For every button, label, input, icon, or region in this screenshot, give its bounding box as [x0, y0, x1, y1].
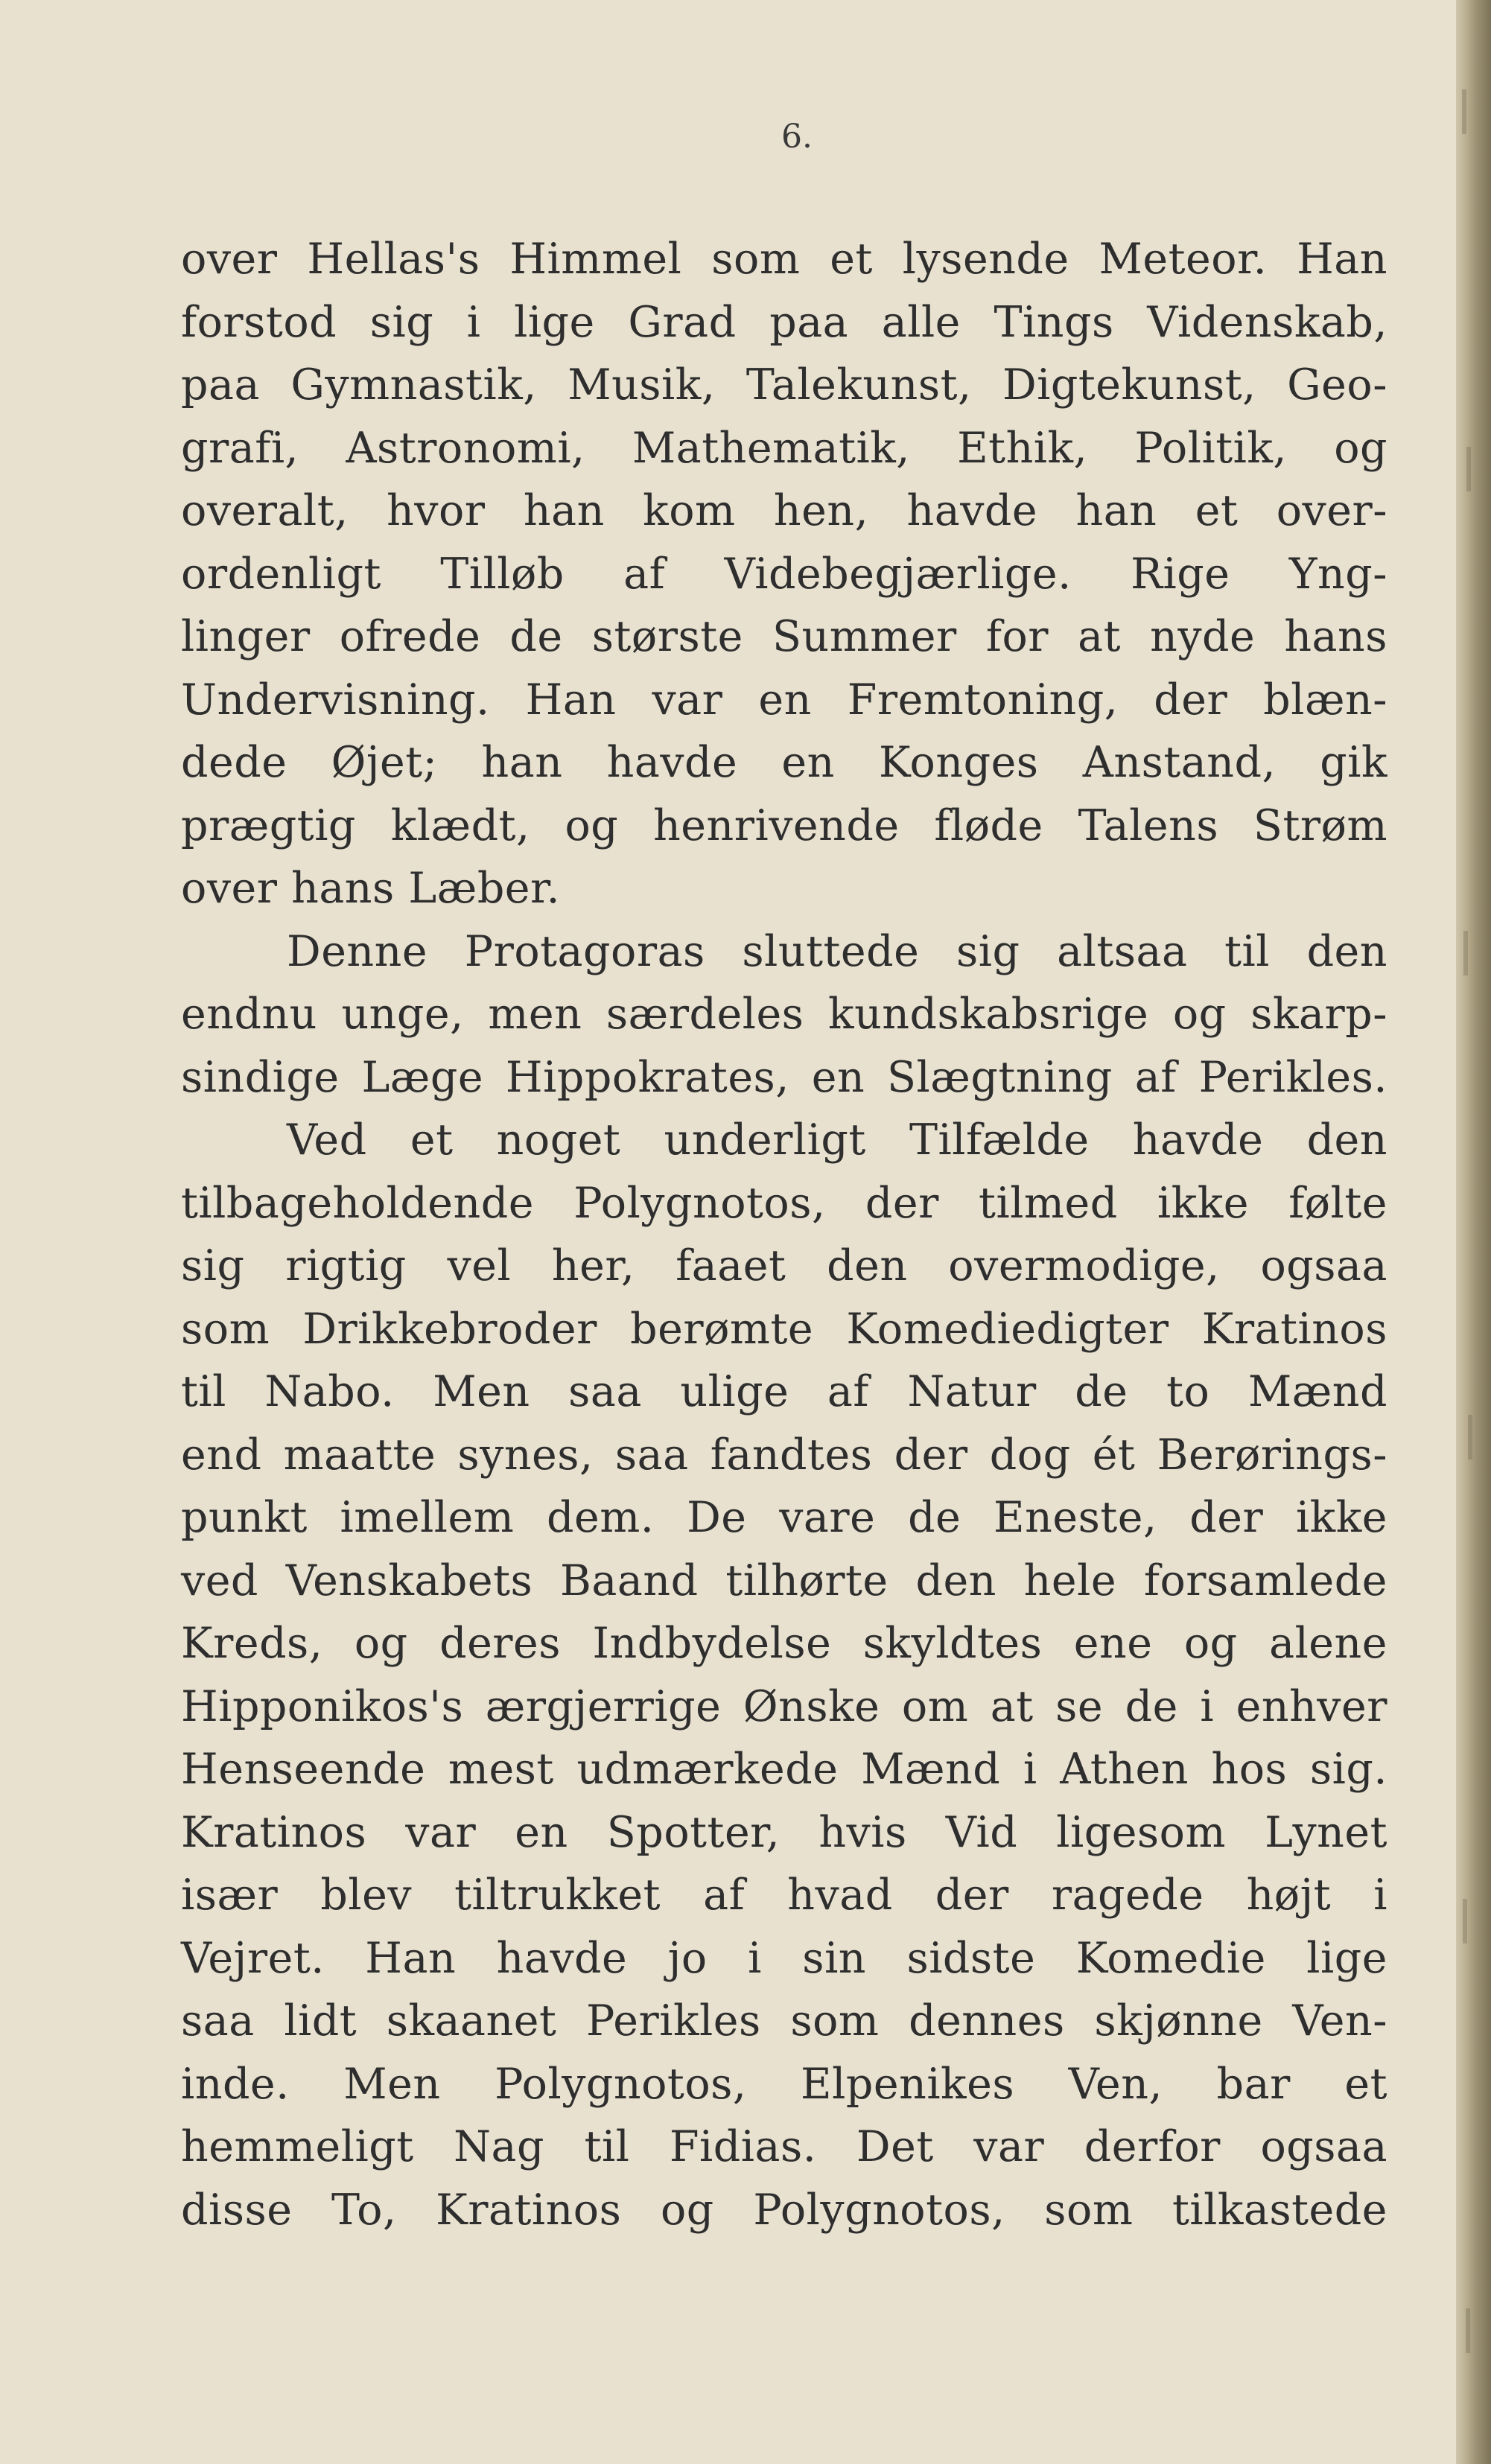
text-line: ved Venskabets Baand tilhørte den hele forsamlede [181, 1556, 1387, 1605]
text-line: Kreds, og deres Indbydelse skyldtes ene og alene [181, 1619, 1387, 1668]
text-line: især blev tiltrukket af hvad der ragede højt i [181, 1871, 1387, 1920]
paragraph-start-line: Denne Protagoras sluttede sig altsaa til den [287, 926, 1387, 976]
paragraph-end-line: sindige Læge Hippokrates, en Slægtning af Perikles. [181, 1052, 1387, 1102]
text-line: inde. Men Polygnotos, Elpenikes Ven, bar et [181, 2059, 1387, 2109]
text-line: linger ofrede de største Summer for at nyde hans [181, 612, 1387, 661]
text-line: overalt, hvor han kom hen, havde han et over- [181, 486, 1387, 535]
text-line: punkt imellem dem. De vare de Eneste, der ikke [181, 1493, 1387, 1542]
edge-mark [1463, 931, 1468, 975]
text-line: forstod sig i lige Grad paa alle Tings Videnskab, [181, 297, 1387, 347]
text-line: Undervisning. Han var en Fremtoning, der blæn- [181, 675, 1387, 725]
text-line: over Hellas's Himmel som et lysende Meteor. Han [181, 235, 1387, 284]
text-line: tilbageholdende Polygnotos, der tilmed ikke følte [181, 1178, 1387, 1228]
text-line: saa lidt skaanet Perikles som dennes skjønne Ven- [181, 1996, 1387, 2046]
text-line: Kratinos var en Spotter, hvis Vid ligesom Lynet [181, 1807, 1387, 1857]
page-edge-shadow [1456, 0, 1491, 2464]
paragraph-end-line: over hans Læber. [181, 864, 561, 913]
text-line: Hipponikos's ærgjerrige Ønske om at se de i enhver [181, 1681, 1387, 1731]
edge-mark [1463, 1899, 1467, 1943]
body-text [181, 228, 1387, 2241]
text-line: endnu unge, men særdeles kundskabsrige og skarp- [181, 990, 1387, 1039]
text-line: grafi, Astronomi, Mathematik, Ethik, Politik, og [181, 423, 1387, 473]
text-line: Vejret. Han havde jo i sin sidste Komedie lige [181, 1933, 1387, 1983]
text-line: prægtig klædt, og henrivende fløde Talens Strøm [181, 800, 1387, 850]
edge-mark [1466, 447, 1471, 491]
text-line: paa Gymnastik, Musik, Talekunst, Digtekunst, Geo- [181, 360, 1387, 410]
page-number: 6. [781, 118, 813, 156]
text-line: hemmeligt Nag til Fidias. Det var derfor ogsaa [181, 2122, 1387, 2171]
text-line: disse To, Kratinos og Polygnotos, som tilkastede [181, 2185, 1387, 2235]
edge-mark [1462, 89, 1466, 134]
text-line: Henseende mest udmærkede Mænd i Athen hos sig. [181, 1745, 1387, 1794]
text-line: sig rigtig vel her, faaet den overmodige, ogsaa [181, 1241, 1387, 1290]
edge-mark [1468, 1415, 1472, 1459]
paragraph-start-line: Ved et noget underligt Tilfælde havde den [287, 1115, 1387, 1165]
text-line: dede Øjet; han havde en Konges Anstand, gik [181, 738, 1387, 787]
text-line: end maatte synes, saa fandtes der dog ét Berørings- [181, 1430, 1387, 1480]
edge-mark [1466, 2308, 1470, 2353]
text-line: ordenligt Tilløb af Videbegjærlige. Rige Yng- [181, 549, 1387, 599]
text-line: som Drikkebroder berømte Komediedigter Kratinos [181, 1304, 1387, 1354]
text-line: til Nabo. Men saa ulige af Natur de to Mænd [181, 1367, 1387, 1416]
